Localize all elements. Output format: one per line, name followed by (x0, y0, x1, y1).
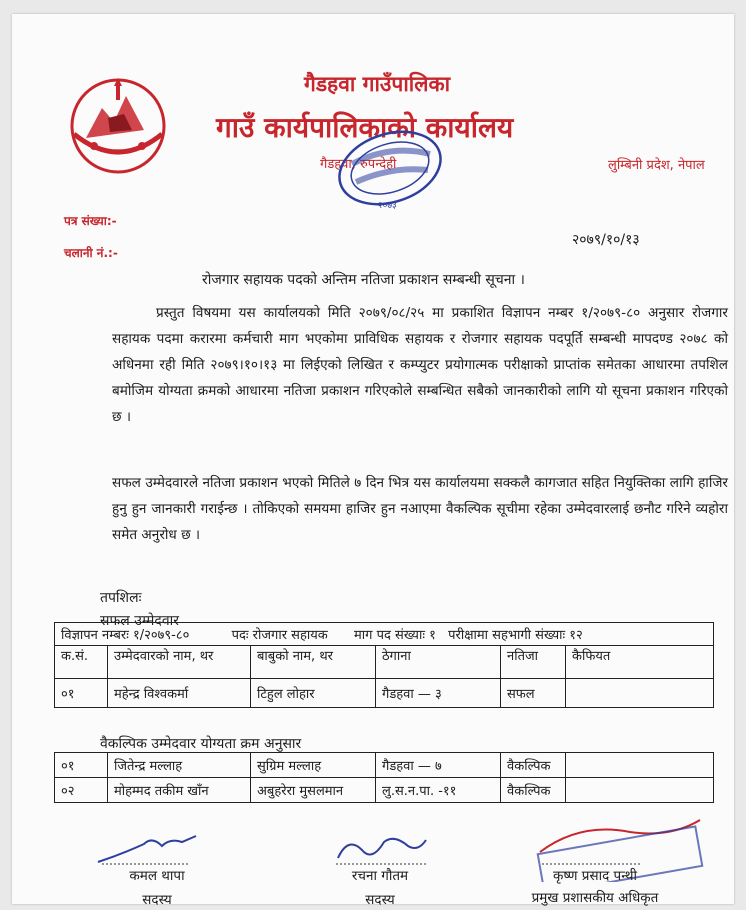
cell-father: अबुहरेरा मुसलमान (251, 778, 376, 803)
stamp-year: २०७३ (378, 201, 397, 211)
signature-scribble-icon (328, 828, 432, 868)
table-row (55, 778, 714, 803)
successful-table (54, 622, 714, 708)
column-header: बाबुको नाम, थर (251, 646, 376, 679)
cell-father: सुग्रिम मल्लाह (251, 753, 376, 778)
cell-serial: ०१ (55, 679, 108, 708)
column-header: क.सं. (55, 646, 108, 679)
nepal-emblem-icon (64, 74, 172, 178)
cell-candidate: मोहम्मद तकीम खाँन (108, 778, 251, 803)
notice-subject: रोजगार सहायक पदको अन्तिम नतिजा प्रकाशन सम्बन्धी सूचना । (202, 272, 525, 288)
cell-remarks (566, 679, 714, 708)
info-row (55, 623, 714, 646)
cell-serial: ०१ (55, 753, 108, 778)
office-name: गाउँ कार्यपालिकाको कार्यालय (216, 111, 514, 144)
alternate-heading: वैकल्पिक उम्मेदवार योग्यता क्रम अनुसार (100, 736, 302, 752)
letter-number-label: पत्र संख्या:- (64, 214, 117, 228)
exam-participants: परीक्षामा सहभागी संख्याः १२ (448, 628, 583, 643)
body-paragraph-2: सफल उम्मेदवारले नतिजा प्रकाशन भएको मितिले ७ दिन भित्र यस कार्यालयमा सक्कलै कागजात सहित नियुक्तिका लागि हाजिर हुनु हुन जानकारी गराईन्छ । तोकिएको समयमा हाजिर हुन नआएमा वैकल्पिक सूचीमा रहेका उम्मेदवारलाई छनौट गरिने व्यहोरा समेत अनुरोध छ । (112, 475, 728, 543)
cell-serial: ०२ (55, 778, 108, 803)
signer-3-name: कृष्ण प्रसाद पन्थी (553, 868, 637, 884)
cell-father: टिहुल लोहार (251, 679, 376, 708)
signer-1-name: कमल थापा (129, 868, 185, 884)
notice-page (12, 14, 734, 908)
signer-3-role: प्रमुख प्रशासकीय अधिकृत (531, 890, 659, 906)
cell-candidate: महेन्द्र विश्वकर्मा (108, 679, 251, 708)
signer-2-name: रचना गौतम (351, 868, 409, 884)
column-header: ठेगाना (376, 646, 501, 679)
body-paragraph-1: प्रस्तुत विषयमा यस कार्यालयको मिति २०७९/०८/२५ मा प्रकाशित विज्ञापन नम्बर १/२०७९-८० अनुसार रोजगार सहायक पदमा करारमा कर्मचारी माग भएकोमा प्राविधिक सहायक र रोजगार सहायक पदपूर्ति सम्बन्धी मापदण्ड २०७८ को अधिनमा रही मिति २०७९।१०।१३ मा लिईएको लिखित र कम्प्युटर प्रयोगात्मक परीक्षाको प्राप्तांक समेतका आधारमा तपशिल बमोजिम योग्यता क्रमको आधारमा नतिजा प्रकाशन गरिएकोले सम्बन्धित सबैको जानकारीको लागि यो सूचना प्रकाशन गरिएको छ । (112, 305, 728, 425)
table-row (55, 679, 714, 708)
letter-date: २०७९/१०/१३ (572, 232, 640, 248)
office-stamp-icon (312, 124, 462, 224)
cell-remarks (566, 778, 714, 803)
cell-address: लु.स.न.पा. -११ (376, 778, 501, 803)
signature-scribble-icon (92, 828, 202, 868)
address-right: लुम्बिनी प्रदेश, नेपाल (608, 158, 705, 173)
dispatch-number-label: चलानी नं.:- (64, 246, 118, 260)
cell-result: वैकल्पिक (501, 753, 566, 778)
cell-result: सफल (501, 679, 566, 708)
table-header-row (55, 646, 714, 679)
cell-address: गैडहवा — ७ (376, 753, 501, 778)
address-left: गैडहवा, रुपन्देही (320, 157, 397, 172)
alternate-table (54, 752, 714, 803)
municipality-name: गैडहवा गाउँपालिका (304, 72, 451, 96)
signer-2-role: सदस्य (365, 892, 395, 908)
cell-candidate: जितेन्द्र मल्लाह (108, 753, 251, 778)
ad-number: विज्ञापन नम्बरः १/२०७९-८० (61, 628, 190, 643)
column-header: कैफियत (566, 646, 714, 679)
signer-1-role: सदस्य (142, 892, 172, 908)
cell-remarks (566, 753, 714, 778)
successful-heading: सफल उम्मेदवार (100, 613, 179, 629)
column-header: उम्मेदवारको नाम, थर (108, 646, 251, 679)
posts-demanded: माग पद संख्याः १ (354, 628, 436, 643)
column-header: नतिजा (501, 646, 566, 679)
cell-address: गैडहवा — ३ (376, 679, 501, 708)
details-label: तपशिलः (100, 590, 142, 606)
cell-result: वैकल्पिक (501, 778, 566, 803)
table-row (55, 753, 714, 778)
post-name: पदः रोजगार सहायक (231, 628, 328, 643)
